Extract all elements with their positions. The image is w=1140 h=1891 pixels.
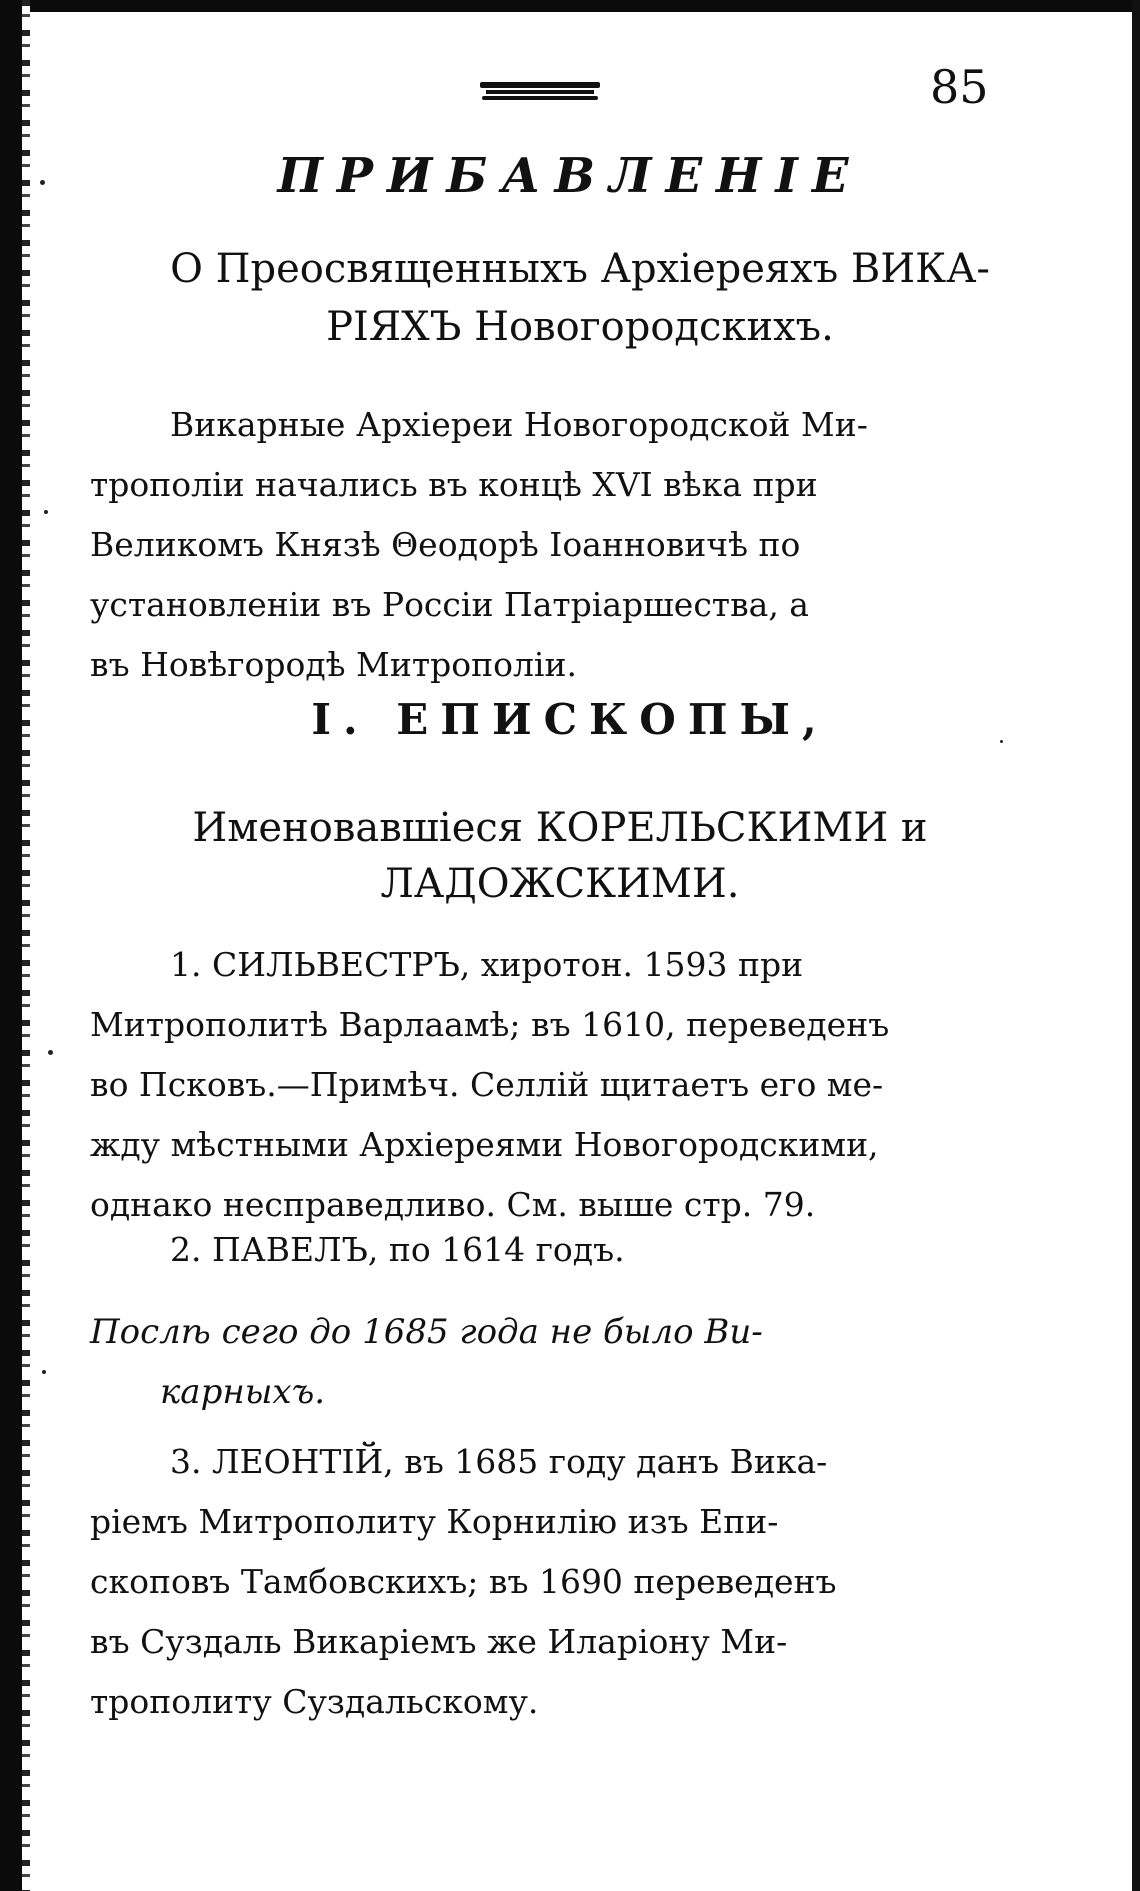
entry-line: 3. ЛЕОНТІЙ, въ 1685 году данъ Вика- — [170, 1442, 828, 1481]
subheading-line: О Преосвященныхъ Архіереяхъ ВИКА- — [170, 246, 990, 292]
scan-left-edge — [0, 0, 22, 1891]
group-title-line: Именовавшіеся КОРЕЛЬСКИМИ и — [192, 805, 928, 851]
intro-line: трополіи начались въ концѣ XVI вѣка при — [90, 465, 818, 504]
italic-note — [90, 1302, 1040, 1422]
note-line: Послѣ сего до 1685 года не было Ви- — [90, 1312, 763, 1352]
scan-speck — [40, 180, 45, 185]
subheading-line: РІЯХЪ Новогородскихъ. — [326, 304, 834, 350]
scan-speck — [1000, 740, 1003, 743]
note-line: карныхъ. — [160, 1372, 326, 1412]
entry-line: въ Суздаль Викаріемъ же Иларіону Ми- — [90, 1622, 788, 1661]
entry-line: скоповъ Тамбовскихъ; въ 1690 переведенъ — [90, 1562, 837, 1601]
entry-silvestr — [90, 935, 1040, 1235]
scan-speck — [42, 1370, 46, 1374]
intro-line: Великомъ Князѣ Θеодорѣ Іоанновичѣ по — [90, 525, 801, 564]
scan-right-edge — [1132, 0, 1140, 1891]
group-title — [110, 800, 1010, 912]
book-page — [70, 40, 1070, 1840]
entry-line: ріемъ Митрополиту Корнилію изъ Епи- — [90, 1502, 779, 1541]
entry-line: во Псковъ.—Примѣч. Селлій щитаетъ его ме- — [90, 1065, 884, 1104]
entry-line: жду мѣстными Архіереями Новогородскими, — [90, 1125, 879, 1164]
entry-line: однако несправедливо. См. выше стр. 79. — [90, 1185, 816, 1224]
scan-speck — [44, 510, 48, 514]
group-title-line: ЛАДОЖСКИМИ. — [380, 861, 740, 907]
intro-line: Викарные Архіереи Новогородской Ми- — [170, 405, 868, 444]
entry-pavel — [90, 1220, 1040, 1280]
entry-line: 1. СИЛЬВЕСТРЪ, хиротон. 1593 при — [170, 945, 804, 984]
scan-left-noise — [22, 0, 30, 1891]
entry-line: трополиту Суздальскому. — [90, 1682, 539, 1721]
entry-line: Митрополитѣ Варлаамѣ; въ 1610, переведенъ — [90, 1005, 890, 1044]
entry-line: 2. ПАВЕЛЪ, по 1614 годъ. — [170, 1230, 625, 1269]
header-ornament — [480, 78, 600, 102]
scan-speck — [48, 1050, 53, 1055]
entry-leontiy — [90, 1432, 1040, 1732]
intro-paragraph — [90, 395, 1040, 695]
appendix-heading: ПРИБАВЛЕНІЕ — [277, 148, 863, 204]
section-title: I. ЕПИСКОПЫ, — [311, 695, 829, 744]
intro-line: установленіи въ Россіи Патріаршества, а — [90, 585, 809, 624]
appendix-subheading — [100, 240, 1060, 356]
intro-line: въ Новѣгородѣ Митрополіи. — [90, 645, 577, 684]
scan-top-edge — [0, 0, 1140, 12]
page-number: 85 — [930, 60, 989, 114]
